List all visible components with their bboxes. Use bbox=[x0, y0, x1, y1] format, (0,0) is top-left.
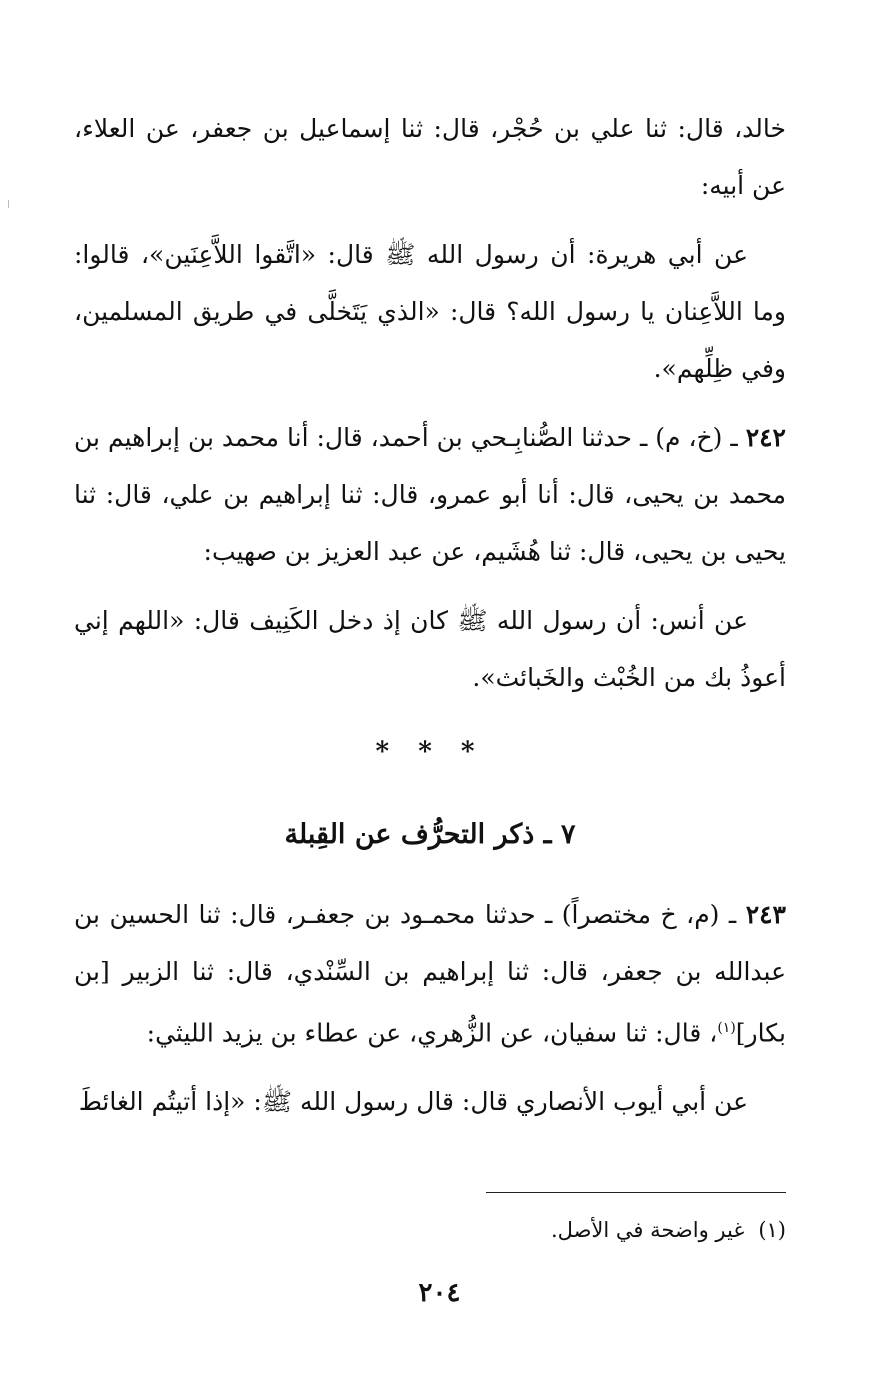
hadith-number-242: ٢٤٢ bbox=[745, 423, 786, 452]
hadith-243-chain-end: ، قال: ثنا سفيان، عن الزُّهري، عن عطاء بن يزيد الليثي: bbox=[146, 1018, 718, 1048]
hadith-242-chain: ـ (خ، م) ـ حدثنا الصُّنابِـحي بن أحمد، قال: أنا محمد بن إبراهيم بن محمد بن يحيى، قال: أنا أبو عمرو، قال: ثنا إبراهيم بن علي، قال: ثنا يحيى بن يحيى، قال: ثنا هُشَيم، عن عبد العزيز بن صهيب: bbox=[74, 423, 786, 566]
scan-edge-mark bbox=[8, 200, 9, 208]
section-divider: * * * bbox=[375, 737, 485, 767]
paragraph-hadith-abu-hurayra: عن أبي هريرة: أن رسول الله ﷺ قال: «اتَّقوا اللاَّعِنَين»، قالوا: وما اللاَّعِنان يا رسول الله؟ قال: «الذي يَتَخلَّى في طريق المسلمين، وفي ظِلِّهم». bbox=[74, 240, 786, 383]
footnote bbox=[74, 1210, 786, 1250]
section-heading: ٧ ـ ذكر التحرُّف عن القِبلة bbox=[284, 819, 576, 850]
paragraph-chain-continuation: خالد، قال: ثنا علي بن حُجْر، قال: ثنا إسماعيل بن جعفر، عن العلاء، عن أبيه: bbox=[74, 114, 786, 200]
paragraph-hadith-242 bbox=[74, 409, 786, 580]
footnote-text: غير واضحة في الأصل. bbox=[550, 1218, 745, 1242]
footnote-separator bbox=[486, 1192, 786, 1193]
page-body bbox=[74, 100, 786, 1130]
paragraph-hadith-243 bbox=[74, 886, 786, 1061]
page-number: ٢٠٤ bbox=[418, 1278, 461, 1308]
footnote-mark: (١) bbox=[758, 1218, 786, 1242]
footnote-reference[interactable]: (١) bbox=[717, 1020, 736, 1036]
paragraph-hadith-abu-ayyub: عن أبي أيوب الأنصاري قال: قال رسول الله ﷺ: «إذا أتيتُم الغائطَ bbox=[78, 1087, 748, 1117]
paragraph-hadith-anas: عن أنس: أن رسول الله ﷺ كان إذ دخل الكَنِيف قال: «اللهم إني أعوذُ بك من الخُبْث والخَبائث». bbox=[74, 606, 786, 692]
hadith-number-243: ٢٤٣ bbox=[745, 900, 786, 929]
hadith-243-chain: ـ (م، خ مختصراً) ـ حدثنا محمـود بن جعفـر، قال: ثنا الحسين بن عبدالله بن جعفر، قال: ثنا إبراهيم بن السِّنْدي، قال: ثنا الزبير [بن بكار] bbox=[74, 900, 786, 1048]
